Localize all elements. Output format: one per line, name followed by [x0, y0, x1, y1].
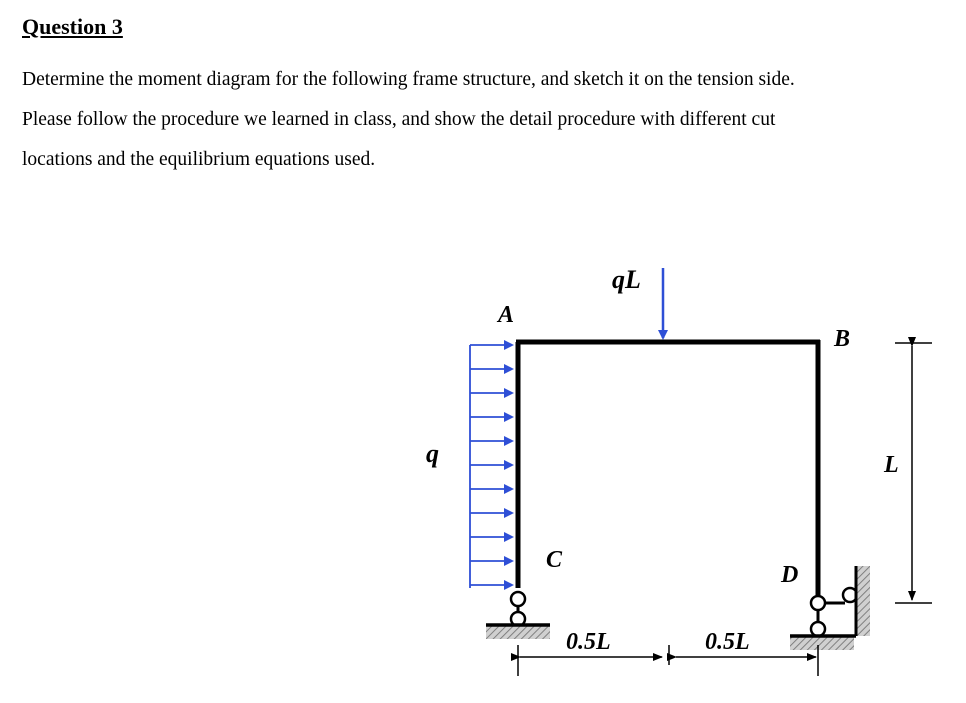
- question-line: Determine the moment diagram for the following frame structure, and sketch it on the tension side.: [22, 69, 795, 90]
- height-label: L: [884, 452, 899, 478]
- node-d-label: D: [781, 562, 799, 588]
- height-dimension: [895, 343, 932, 603]
- support-d: [790, 566, 870, 650]
- question-title: Question 3: [22, 14, 123, 39]
- question-line: Please follow the procedure we learned in class, and show the detail procedure with different cut: [22, 109, 776, 130]
- span-left-label: 0.5L: [566, 629, 611, 655]
- node-a-label: A: [498, 302, 515, 328]
- point-load-label: qL: [612, 265, 641, 294]
- question-line: locations and the equilibrium equations used.: [22, 149, 376, 170]
- node-c-label: C: [546, 547, 563, 573]
- node-b-label: B: [834, 326, 851, 352]
- support-c: [486, 592, 550, 639]
- span-dimension: [518, 645, 818, 676]
- span-right-label: 0.5L: [705, 629, 750, 655]
- distributed-load-label: q: [426, 439, 439, 468]
- distributed-load: [470, 345, 512, 588]
